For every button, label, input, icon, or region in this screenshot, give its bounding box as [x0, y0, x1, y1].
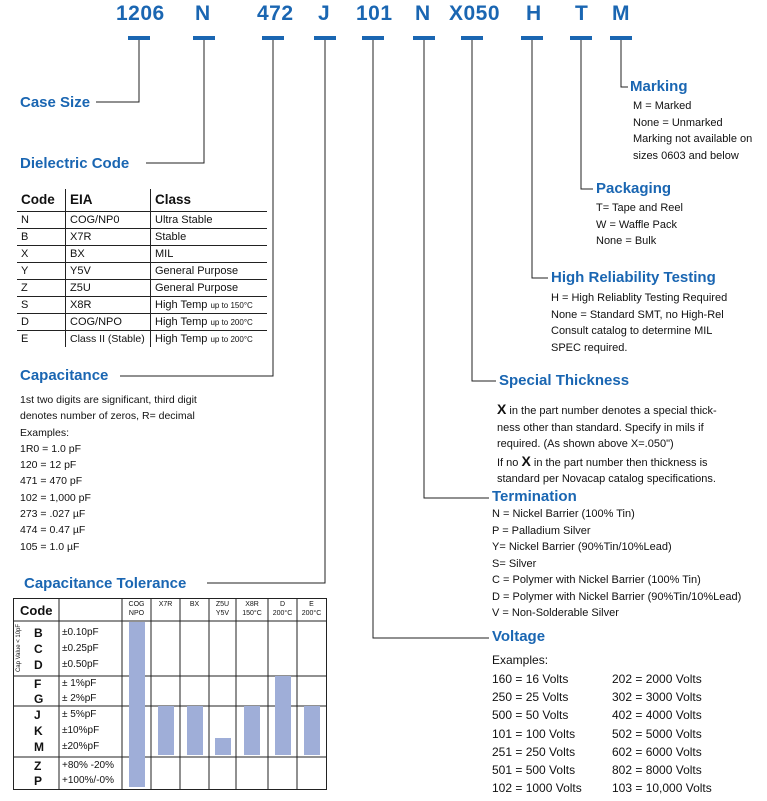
tolerance-table — [13, 598, 327, 790]
termination-text: N = Nickel Barrier (100% Tin) P = Palladium Silver Y= Nickel Barrier (90%Tin/10%Lead) S= Silver C = Polymer with Nickel Barrier (100% Tin) D = Polymer with Nickel Barrier (90%Tin/10%Lead) V = Non-Solderable Silver — [492, 508, 742, 619]
availability-bar — [244, 706, 260, 755]
special-text: X in the part number denotes a special thick- ness other than standard. Specify in mils if required. (As shown above X=.050") If no X in the part number then thickness is standard per Novacap catalog specifications. — [497, 401, 717, 485]
table-row: Z Z5U General Purpose — [17, 280, 267, 297]
pn-case-size: 1206 — [116, 2, 165, 25]
tolerance-code: B — [34, 626, 43, 640]
pn-underline — [193, 36, 215, 40]
marking-heading: Marking — [630, 78, 688, 95]
tolerance-code: C — [34, 642, 43, 656]
availability-bar — [215, 738, 231, 755]
tolerance-column-header: Z5U Y5V — [215, 601, 230, 617]
pn-termination: N — [415, 2, 431, 25]
pn-thickness: X050 — [449, 2, 501, 25]
pn-marking: M — [612, 2, 630, 25]
pn-underline — [262, 36, 284, 40]
special-heading: Special Thickness — [499, 372, 630, 389]
tolerance-code: P — [34, 774, 43, 788]
voltage-list-left: 160 = 16 Volts 250 = 25 Volts 500 = 50 Volts 101 = 100 Volts 251 = 250 Volts 501 = 500 Volts 102 = 1000 Volts — [492, 672, 582, 796]
availability-bar — [158, 706, 174, 755]
availability-bar — [187, 706, 203, 755]
pn-packaging: T — [575, 2, 589, 25]
tolerance-column-header: BX — [189, 601, 200, 608]
pn-underline — [362, 36, 384, 40]
tolerance-code: Z — [34, 759, 42, 773]
hrt-text: H = High Reliablity Testing Required None = Standard SMT, no High-Rel Consult catalog to determine MIL SPEC required. — [551, 292, 728, 354]
capacitance-heading: Capacitance — [20, 367, 109, 384]
tolerance-code: D — [34, 658, 43, 672]
pn-underline — [128, 36, 150, 40]
col-eia: EIA — [66, 189, 151, 212]
tolerance-column-header: E 200°C — [301, 601, 322, 617]
voltage-examples-label: Examples: — [492, 653, 549, 667]
voltage-heading: Voltage — [492, 628, 546, 645]
availability-bar — [275, 676, 291, 755]
tolerance-value: ±0.10pF — [62, 627, 99, 638]
table-row: X BX MIL — [17, 246, 267, 263]
tolerance-value: ± 5%pF — [62, 709, 97, 720]
table-row: S X8R High Temp up to 150°C — [17, 297, 267, 314]
availability-bar — [304, 706, 320, 755]
pn-underline — [521, 36, 543, 40]
tolerance-value: ±20%pF — [62, 741, 100, 752]
marking-text: M = Marked None = Unmarked Marking not available on sizes 0603 and below — [633, 100, 753, 162]
pn-hrt: H — [526, 2, 542, 25]
packaging-text: T= Tape and Reel W = Waffle Pack None = Bulk — [596, 202, 683, 247]
tolerance-code-header: Code — [20, 603, 53, 618]
table-row: E Class II (Stable) High Temp up to 200°C — [17, 331, 267, 348]
pn-dielectric: N — [195, 2, 211, 25]
pn-capacitance: 472 — [257, 2, 294, 25]
dielectric-table — [17, 189, 267, 347]
tolerance-code: K — [34, 724, 43, 738]
tolerance-value: ±0.50pF — [62, 659, 99, 670]
tolerance-heading: Capacitance Tolerance — [24, 575, 187, 592]
tolerance-column-header: COG NPO — [128, 601, 145, 617]
tolerance-column-header: D 200°C — [272, 601, 293, 617]
capacitance-text: 1st two digits are significant, third digit denotes number of zeros, R= decimal Examples: 1R0 = 1.0 pF 120 = 12 pF 471 = 470 pF 102 = 1,000 pF 273 = .027 µF 474 = 0.47 µF 105 = 1.0 µF — [20, 394, 197, 553]
tolerance-value: +100%/-0% — [62, 775, 114, 786]
pn-underline — [461, 36, 483, 40]
col-code: Code — [21, 191, 55, 207]
pn-underline — [413, 36, 435, 40]
table-row: Y Y5V General Purpose — [17, 263, 267, 280]
small-cap-label: Cap Value < 10pF — [16, 623, 22, 673]
tolerance-value: +80% -20% — [62, 760, 114, 771]
tolerance-code: G — [34, 692, 44, 706]
pn-voltage: 101 — [356, 2, 393, 25]
pn-tolerance: J — [318, 2, 331, 25]
pn-underline — [610, 36, 632, 40]
case-size-heading: Case Size — [20, 94, 91, 111]
col-class: Class — [151, 189, 268, 212]
dielectric-heading: Dielectric Code — [20, 155, 130, 172]
termination-heading: Termination — [492, 488, 577, 505]
pn-underline — [314, 36, 336, 40]
availability-bar — [129, 622, 145, 787]
tolerance-code: J — [34, 708, 41, 722]
tolerance-code: M — [34, 740, 44, 754]
tolerance-value: ± 2%pF — [62, 693, 97, 704]
table-row: D COG/NPO High Temp up to 200°C — [17, 314, 267, 331]
hrt-heading: High Reliability Testing — [551, 269, 716, 286]
tolerance-value: ± 1%pF — [62, 678, 97, 689]
table-row: N COG/NP0 Ultra Stable — [17, 212, 267, 229]
tolerance-column-header: X7R — [158, 601, 173, 608]
tolerance-column-header: X8R 150°C — [242, 601, 262, 617]
pn-underline — [570, 36, 592, 40]
tolerance-value: ±0.25pF — [62, 643, 99, 654]
voltage-list-right: 202 = 2000 Volts 302 = 3000 Volts 402 = 4000 Volts 502 = 5000 Volts 602 = 6000 Volts 802 = 8000 Volts 103 = 10,000 Volts — [612, 672, 712, 796]
table-row: B X7R Stable — [17, 229, 267, 246]
packaging-heading: Packaging — [596, 180, 672, 197]
tolerance-code: F — [34, 677, 42, 691]
tolerance-value: ±10%pF — [62, 725, 100, 736]
